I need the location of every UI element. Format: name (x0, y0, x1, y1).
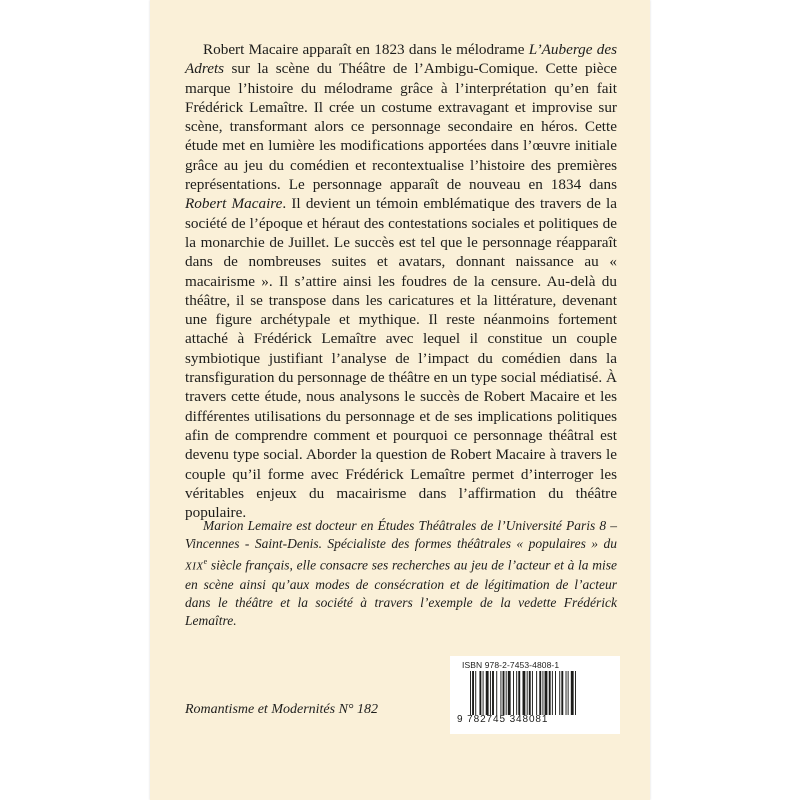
series-label: Romantisme et Modernités N° 182 (185, 702, 379, 717)
book-back-cover (150, 0, 650, 800)
play-title-auberge: L’Auberge des Adrets (185, 41, 617, 78)
summary-text-3: . Il devient un témoin emblématique des travers de la société de l’époque et héraut des contestations sociales et politiques de la monarchie de Juillet. Le succès est tel que le personnage réapparaît dans de nombreuses suites et avatars, donnant naissance au « macairisme ». Il s’attire ainsi les foudres de la censure. Au-delà du théâtre, il se transpose dans les caricatures et la littérature, devenant une figure archétypale et mythique. Il reste néanmoins fortement attaché à Frédérick Lemaître avec lequel il constitue un couple symbiotique justifiant l’analyse de l’impact du comédien dans la transfiguration du personnage de théâtre en un type social médiatisé. À travers cette étude, nous analysons le succès de Robert Macaire et les différentes utilisations du personnage et de ses implications politiques afin de comprendre comment et pourquoi ce personnage théâtral est devenu type social. Aborder la question de Robert Macaire à travers le couple qu’il forme avec Frédérick Lemaître permet d’interroger les véritables enjeux du macairisme dans l’affirmation du théâtre populaire. (185, 195, 617, 522)
author-bio (185, 517, 617, 630)
barcode-digits: 9 782745 348081 (457, 714, 549, 725)
summary-paragraph (185, 40, 617, 522)
bio-text-1: Marion Lemaire est docteur en Études Théâtrales de l’Université Paris 8 – Vincennes - Saint-Denis. Spécialiste des formes théâtrales « populaires » du (185, 518, 617, 551)
bio-century: XIX (185, 560, 204, 573)
barcode-icon (470, 671, 612, 715)
bio-text-2: siècle français, elle consacre ses recherches au jeu de l’acteur et à la mise en scène ainsi qu’aux modes de consécration et de légitimation de l’acteur dans le théâtre et la société à travers l’exemple de la vedette Frédérick Lemaître. (185, 557, 617, 628)
isbn-barcode (450, 656, 620, 734)
summary-text-2: sur la scène du Théâtre de l’Ambigu-Comique. Cette pièce marque l’histoire du mélodrame grâce à l’interprétation qu’en fait Frédérick Lemaître. Il crée un costume extravagant et improvise sur scène, transformant alors ce personnage secondaire en héros. Cette étude met en lumière les modifications apportées dans l’œuvre initiale grâce au jeu du comédien et recontextualise l’histoire des premières représentations. Le personnage apparaît de nouveau en 1834 dans (185, 60, 617, 194)
author-bio-paragraph (185, 517, 617, 630)
bio-century-sup: e (203, 557, 208, 566)
summary-text-1: Robert Macaire apparaît en 1823 dans le mélodrame (203, 41, 529, 58)
book-summary (185, 40, 617, 522)
isbn-label: ISBN 978-2-7453-4808-1 (462, 660, 560, 670)
play-title-robert-macaire: Robert Macaire (185, 195, 283, 213)
